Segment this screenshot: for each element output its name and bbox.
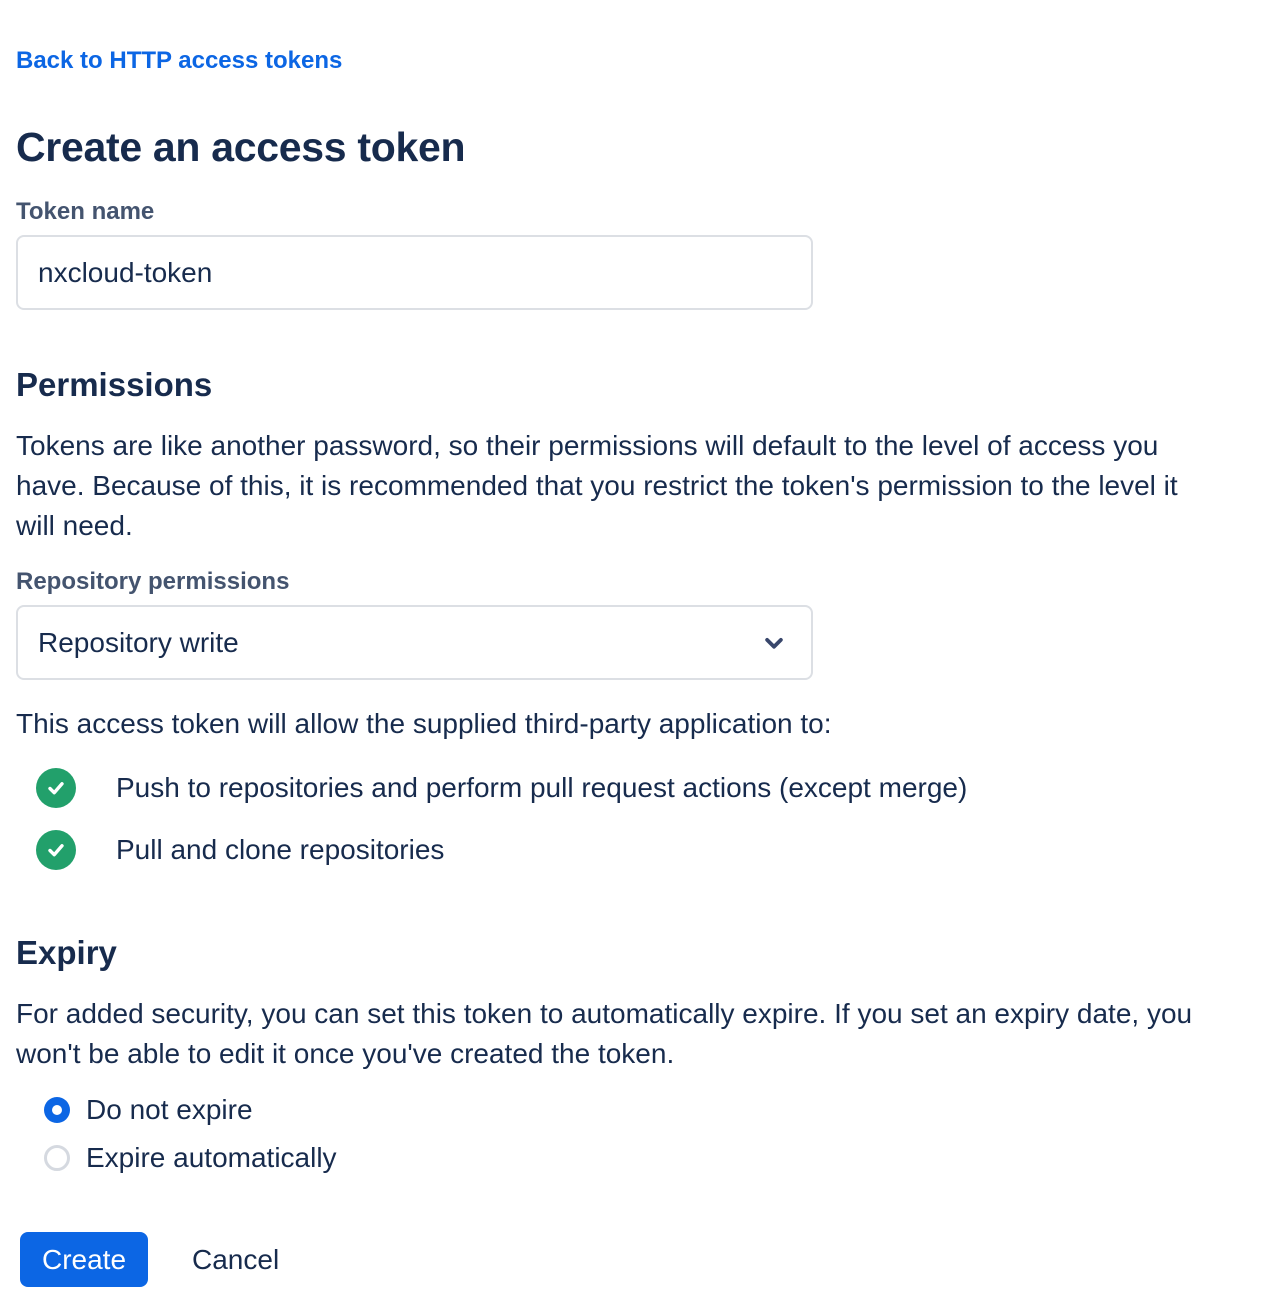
capability-text: Push to repositories and perform pull request actions (except merge) [116, 772, 968, 803]
check-circle-icon [36, 830, 76, 870]
repository-permissions-label: Repository permissions [16, 568, 290, 595]
radio-option-do-not-expire[interactable] [44, 1096, 1258, 1124]
repository-permissions-selected-value: Repository write [38, 626, 239, 658]
radio-unselected-icon [44, 1145, 70, 1171]
token-name-input[interactable] [16, 235, 813, 310]
chevron-down-icon [759, 628, 789, 658]
cancel-button[interactable]: Cancel [192, 1243, 280, 1275]
allow-intro-text: This access token will allow the supplied third-party application to: [16, 708, 832, 739]
radio-selected-icon [44, 1097, 70, 1123]
permissions-heading: Permissions [16, 366, 213, 403]
form-actions [16, 1232, 1258, 1287]
page-title: Create an access token [16, 124, 466, 170]
capability-item [36, 768, 1258, 808]
expiry-radio-group [16, 1096, 1258, 1172]
permissions-description: Tokens are like another password, so their permissions will default to the level of access you have. Because of this, it is recommended that you restrict the token's permission to the level it will need. [16, 430, 1178, 541]
capability-list [16, 768, 1258, 870]
check-circle-icon [36, 768, 76, 808]
token-name-label: Token name [16, 198, 155, 225]
expiry-description: For added security, you can set this token to automatically expire. If you set an expiry date, you won't be able to edit it once you've created the token. [16, 998, 1193, 1069]
capability-item [36, 830, 1258, 870]
radio-label: Expire automatically [86, 1142, 337, 1173]
radio-label: Do not expire [86, 1094, 253, 1125]
back-to-http-access-tokens-link[interactable]: Back to HTTP access tokens [16, 47, 343, 74]
create-button[interactable]: Create [20, 1232, 148, 1287]
capability-text: Pull and clone repositories [116, 834, 445, 865]
radio-option-expire-automatically[interactable] [44, 1144, 1258, 1172]
repository-permissions-select[interactable] [16, 605, 813, 680]
expiry-heading: Expiry [16, 934, 117, 971]
